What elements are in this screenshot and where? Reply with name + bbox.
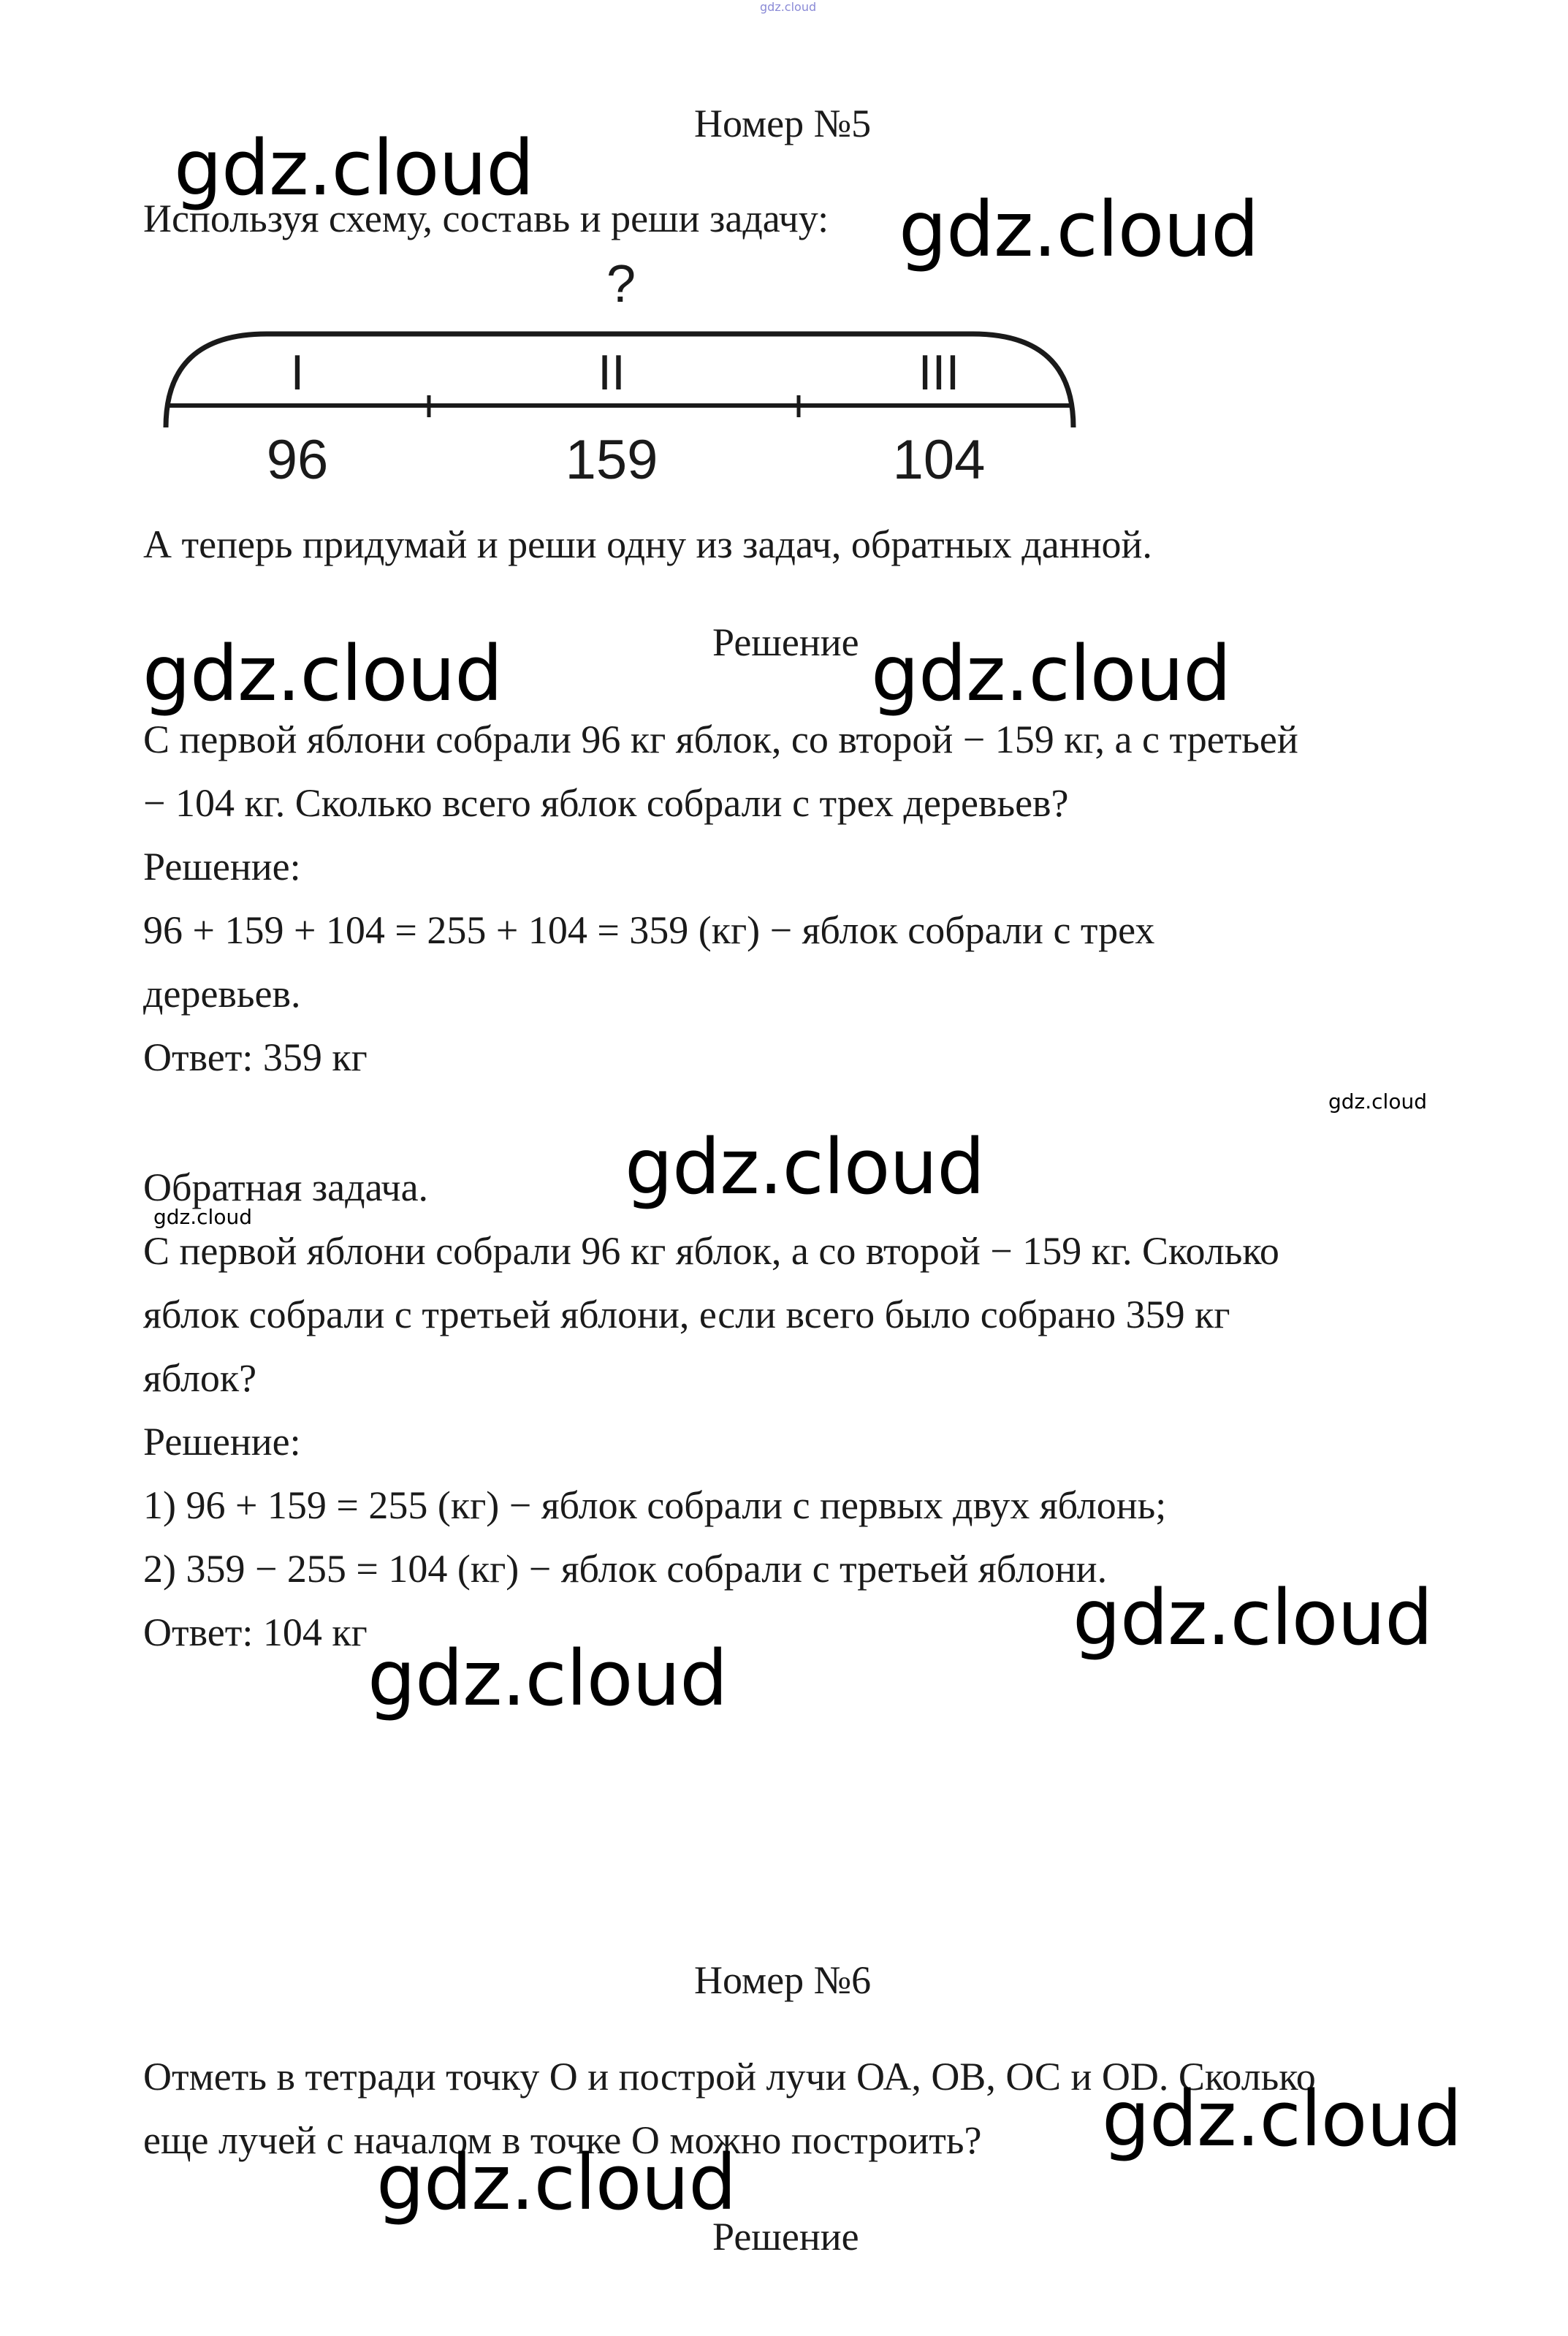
watermark-small: gdz.cloud: [1328, 1089, 1427, 1114]
scheme-question: ?: [606, 255, 636, 313]
watermark: gdz.cloud: [376, 2138, 737, 2227]
task6-solution-heading: Решение: [712, 2215, 859, 2259]
solution-line: 96 + 159 + 104 = 255 + 104 = 359 (кг) − яблок собрали с трех: [143, 908, 1155, 952]
watermark: gdz.cloud: [625, 1122, 985, 1211]
solution-heading: Решение: [712, 620, 859, 664]
scheme-part-label: III: [918, 345, 960, 400]
answer: Ответ: 359 кг: [143, 1035, 368, 1079]
inverse-problem-line: С первой яблони собрали 96 кг яблок, а со второй − 159 кг. Сколько: [143, 1229, 1279, 1273]
segment-scheme: [150, 252, 1100, 493]
solution-label: Решение:: [143, 845, 301, 889]
inverse-solution-line: 2) 359 − 255 = 104 (кг) − яблок собрали с третьей яблони.: [143, 1547, 1108, 1591]
task6-prompt-line: еще лучей с началом в точке О можно построить?: [143, 2118, 982, 2162]
scheme-value: 104: [892, 429, 986, 491]
watermark: gdz.cloud: [142, 629, 503, 718]
inverse-answer: Ответ: 104 кг: [143, 1610, 368, 1654]
task5-followup: А теперь придумай и реши одну из задач, обратных данной.: [143, 522, 1152, 566]
watermark: gdz.cloud: [871, 629, 1231, 718]
inverse-solution-label: Решение:: [143, 1420, 301, 1464]
inverse-solution-line: 1) 96 + 159 = 255 (кг) − яблок собрали с первых двух яблонь;: [143, 1483, 1167, 1527]
inverse-problem-line: яблок собрали с третьей яблони, если всего было собрано 359 кг: [143, 1293, 1230, 1336]
scheme-part-label: I: [290, 345, 305, 400]
inverse-problem-line: яблок?: [143, 1356, 257, 1400]
task5-prompt: Используя схему, составь и реши задачу:: [143, 197, 829, 240]
watermark: gdz.cloud: [368, 1634, 728, 1723]
watermark: gdz.cloud: [174, 123, 534, 213]
watermark: gdz.cloud: [1073, 1573, 1433, 1662]
solution-line: деревьев.: [143, 972, 301, 1016]
scheme-value: 159: [565, 429, 658, 491]
watermark-top: gdz.cloud: [760, 0, 817, 14]
watermark: gdz.cloud: [899, 185, 1259, 274]
problem-line: − 104 кг. Сколько всего яблок собрали с трех деревьев?: [143, 781, 1069, 825]
watermark: gdz.cloud: [1102, 2074, 1462, 2164]
task6-number: Номер №6: [694, 1958, 872, 2002]
inverse-heading: Обратная задача.: [143, 1165, 429, 1209]
task5-number: Номер №5: [694, 102, 872, 145]
task6-prompt-line: Отметь в тетради точку О и построй лучи ОА, ОВ, ОС и OD. Сколько: [143, 2055, 1316, 2099]
watermark-small: gdz.cloud: [153, 1205, 252, 1229]
scheme-part-label: II: [598, 345, 625, 400]
scheme-value: 96: [266, 429, 329, 491]
problem-line: С первой яблони собрали 96 кг яблок, со второй − 159 кг, а с третьей: [143, 718, 1298, 761]
